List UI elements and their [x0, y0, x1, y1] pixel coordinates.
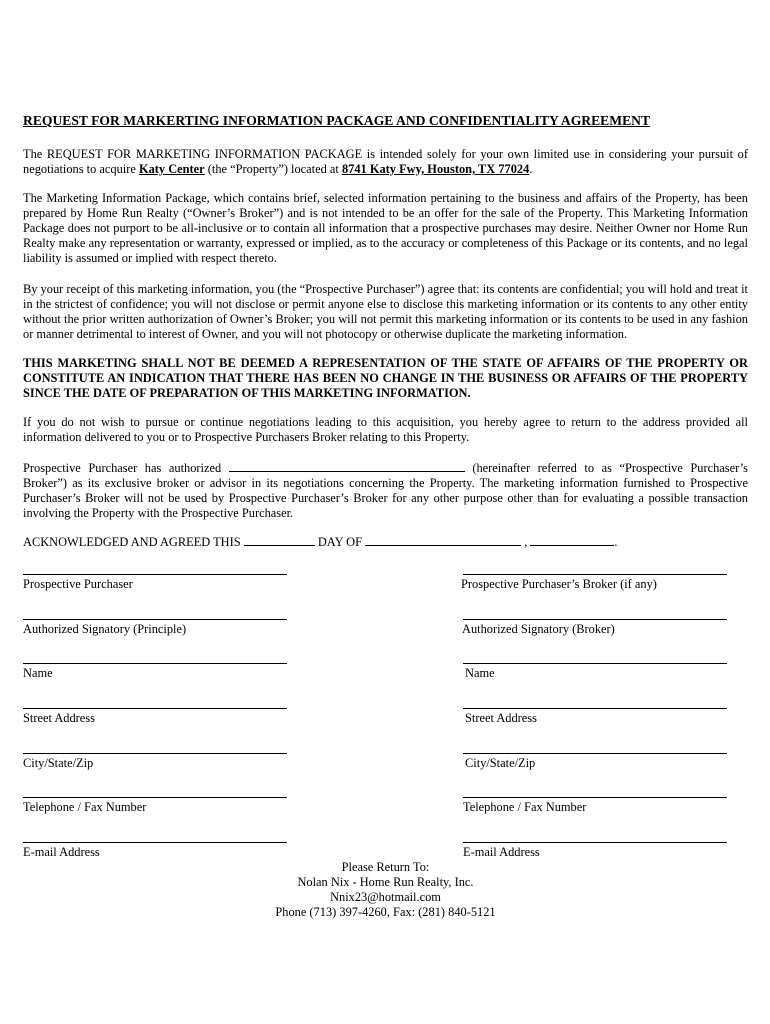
label-broker-name: Name — [465, 666, 495, 680]
intro-paragraph — [23, 147, 748, 177]
label-purchaser-street-address: Street Address — [23, 711, 95, 725]
signature-line-purchaser-city[interactable] — [23, 753, 287, 754]
intro-text-b: (the “Property”) located at — [204, 162, 342, 176]
label-purchaser-email: E-mail Address — [23, 845, 100, 859]
signature-line-broker-email[interactable] — [463, 842, 727, 843]
return-paragraph: If you do not wish to pursue or continue negotiations leading to this acquisition, you hereby agree to return to the address provided all information delivered to you or to Prospective Purchasers Broker relating to this Property. — [23, 415, 748, 444]
return-heading: Please Return To: — [341, 860, 430, 874]
ack-month-blank[interactable] — [365, 534, 521, 546]
signature-line-broker[interactable] — [463, 574, 727, 575]
representation-notice: THIS MARKETING SHALL NOT BE DEEMED A REPRESENTATION OF THE STATE OF AFFAIRS OF THE PROPERTY OR CONSTITUTE AN INDICATION THAT THERE HAS BEEN NO CHANGE IN THE BUSINESS OR AFFAIRS OF THE PROPERTY SINCE THE DATE OF PREPARATION OF THIS MARKETING INFORMATION. — [23, 356, 748, 400]
ack-text-b: DAY OF — [314, 535, 366, 549]
signature-line-principal[interactable] — [23, 619, 287, 620]
confidentiality-paragraph: By your receipt of this marketing information, you (the “Prospective Purchaser”) agree that: its contents are confidential; you will hold and treat it in the strictest of confidence; you will not disclose or permit anyone else to disclose this marketing information or its contents to any other entity without the prior written authorization of Owner’s Broker; you will not permit this marketing information or its contents to be used in any fashion or manner detrimental to interest of Owner, and you will not photocopy or otherwise duplicate the marketing information. — [23, 282, 748, 341]
property-address: 8741 Katy Fwy, Houston, TX 77024 — [341, 162, 530, 176]
broker-paragraph — [23, 460, 748, 521]
broker-text-b: (hereinafter referred to as “Prospective Purchaser’s Broker”) as its exclusive broker or advisor in its negotiations concerning the Property. The marketing information furnished to Prospective Purchaser’s Broker will not be used by Prospective Purchaser’s Broker for any other purpose other than for evaluating a possible transaction involving the Property with the Prospective Purchaser. — [23, 461, 748, 520]
acknowledgement-line — [23, 534, 748, 550]
label-authorized-signatory-broker: Authorized Signatory (Broker) — [462, 622, 615, 636]
signature-line-broker-phone[interactable] — [463, 797, 727, 798]
intro-text-a: The REQUEST FOR MARKETING INFORMATION PACKAGE is intended solely for your own limited use in considering your pursuit of negotiations to acquire — [23, 147, 748, 176]
property-name: Katy Center — [138, 162, 205, 176]
ack-year-blank[interactable] — [530, 534, 614, 546]
ack-text-d: . — [614, 535, 618, 549]
return-email: Nnix23@hotmail.com — [330, 890, 441, 904]
label-prospective-purchaser: Prospective Purchaser — [23, 577, 133, 591]
document-title: REQUEST FOR MARKERTING INFORMATION PACKAGE AND CONFIDENTIALITY AGREEMENT — [23, 113, 651, 128]
label-broker-street-address: Street Address — [465, 711, 537, 725]
label-broker-email: E-mail Address — [463, 845, 540, 859]
signature-line-purchaser-street[interactable] — [23, 708, 287, 709]
label-purchaser-name: Name — [23, 666, 53, 680]
signature-line-purchaser-name[interactable] — [23, 663, 287, 664]
signature-line-purchaser-email[interactable] — [23, 842, 287, 843]
ack-day-blank[interactable] — [244, 534, 315, 546]
signature-line-broker-street[interactable] — [463, 708, 727, 709]
return-phone-fax: Phone (713) 397-4260, Fax: (281) 840-5121 — [275, 905, 496, 919]
signature-line-broker-city[interactable] — [463, 753, 727, 754]
ack-text-c: , — [521, 535, 531, 549]
broker-text-a: Prospective Purchaser has authorized — [23, 461, 229, 475]
intro-text-c: . — [529, 162, 533, 176]
signature-line-purchaser-phone[interactable] — [23, 797, 287, 798]
label-prospective-purchasers-broker: Prospective Purchaser’s Broker (if any) — [461, 577, 657, 591]
label-broker-telephone-fax: Telephone / Fax Number — [463, 800, 587, 814]
signature-line-broker-name[interactable] — [463, 663, 727, 664]
label-broker-city-state-zip: City/State/Zip — [465, 756, 536, 770]
disclaimer-paragraph: The Marketing Information Package, which contains brief, selected information pertaining to the business and affairs of the Property, has been prepared by Home Run Realty (“Owner’s Broker”) and is not intended to be an offer for the sale of the Property. This Marketing Information Package does not purport to be all-inclusive or to contain all information that a prospective purchases may desire. Neither Owner nor Home Run Realty make any representation or warranty, expressed or implied, as to the accuracy or completeness of this Package or its contents, and no legal liability is assumed or implied with respect thereto. — [23, 191, 748, 265]
label-purchaser-city-state-zip: City/State/Zip — [23, 756, 94, 770]
ack-text-a: ACKNOWLEDGED AND AGREED THIS — [23, 535, 244, 549]
broker-name-blank[interactable] — [229, 460, 465, 472]
signature-line-purchaser[interactable] — [23, 574, 287, 575]
signature-line-broker-signatory[interactable] — [463, 619, 727, 620]
return-company: Nolan Nix - Home Run Realty, Inc. — [297, 875, 474, 889]
label-authorized-signatory-principle: Authorized Signatory (Principle) — [23, 622, 187, 636]
label-purchaser-telephone-fax: Telephone / Fax Number — [23, 800, 147, 814]
